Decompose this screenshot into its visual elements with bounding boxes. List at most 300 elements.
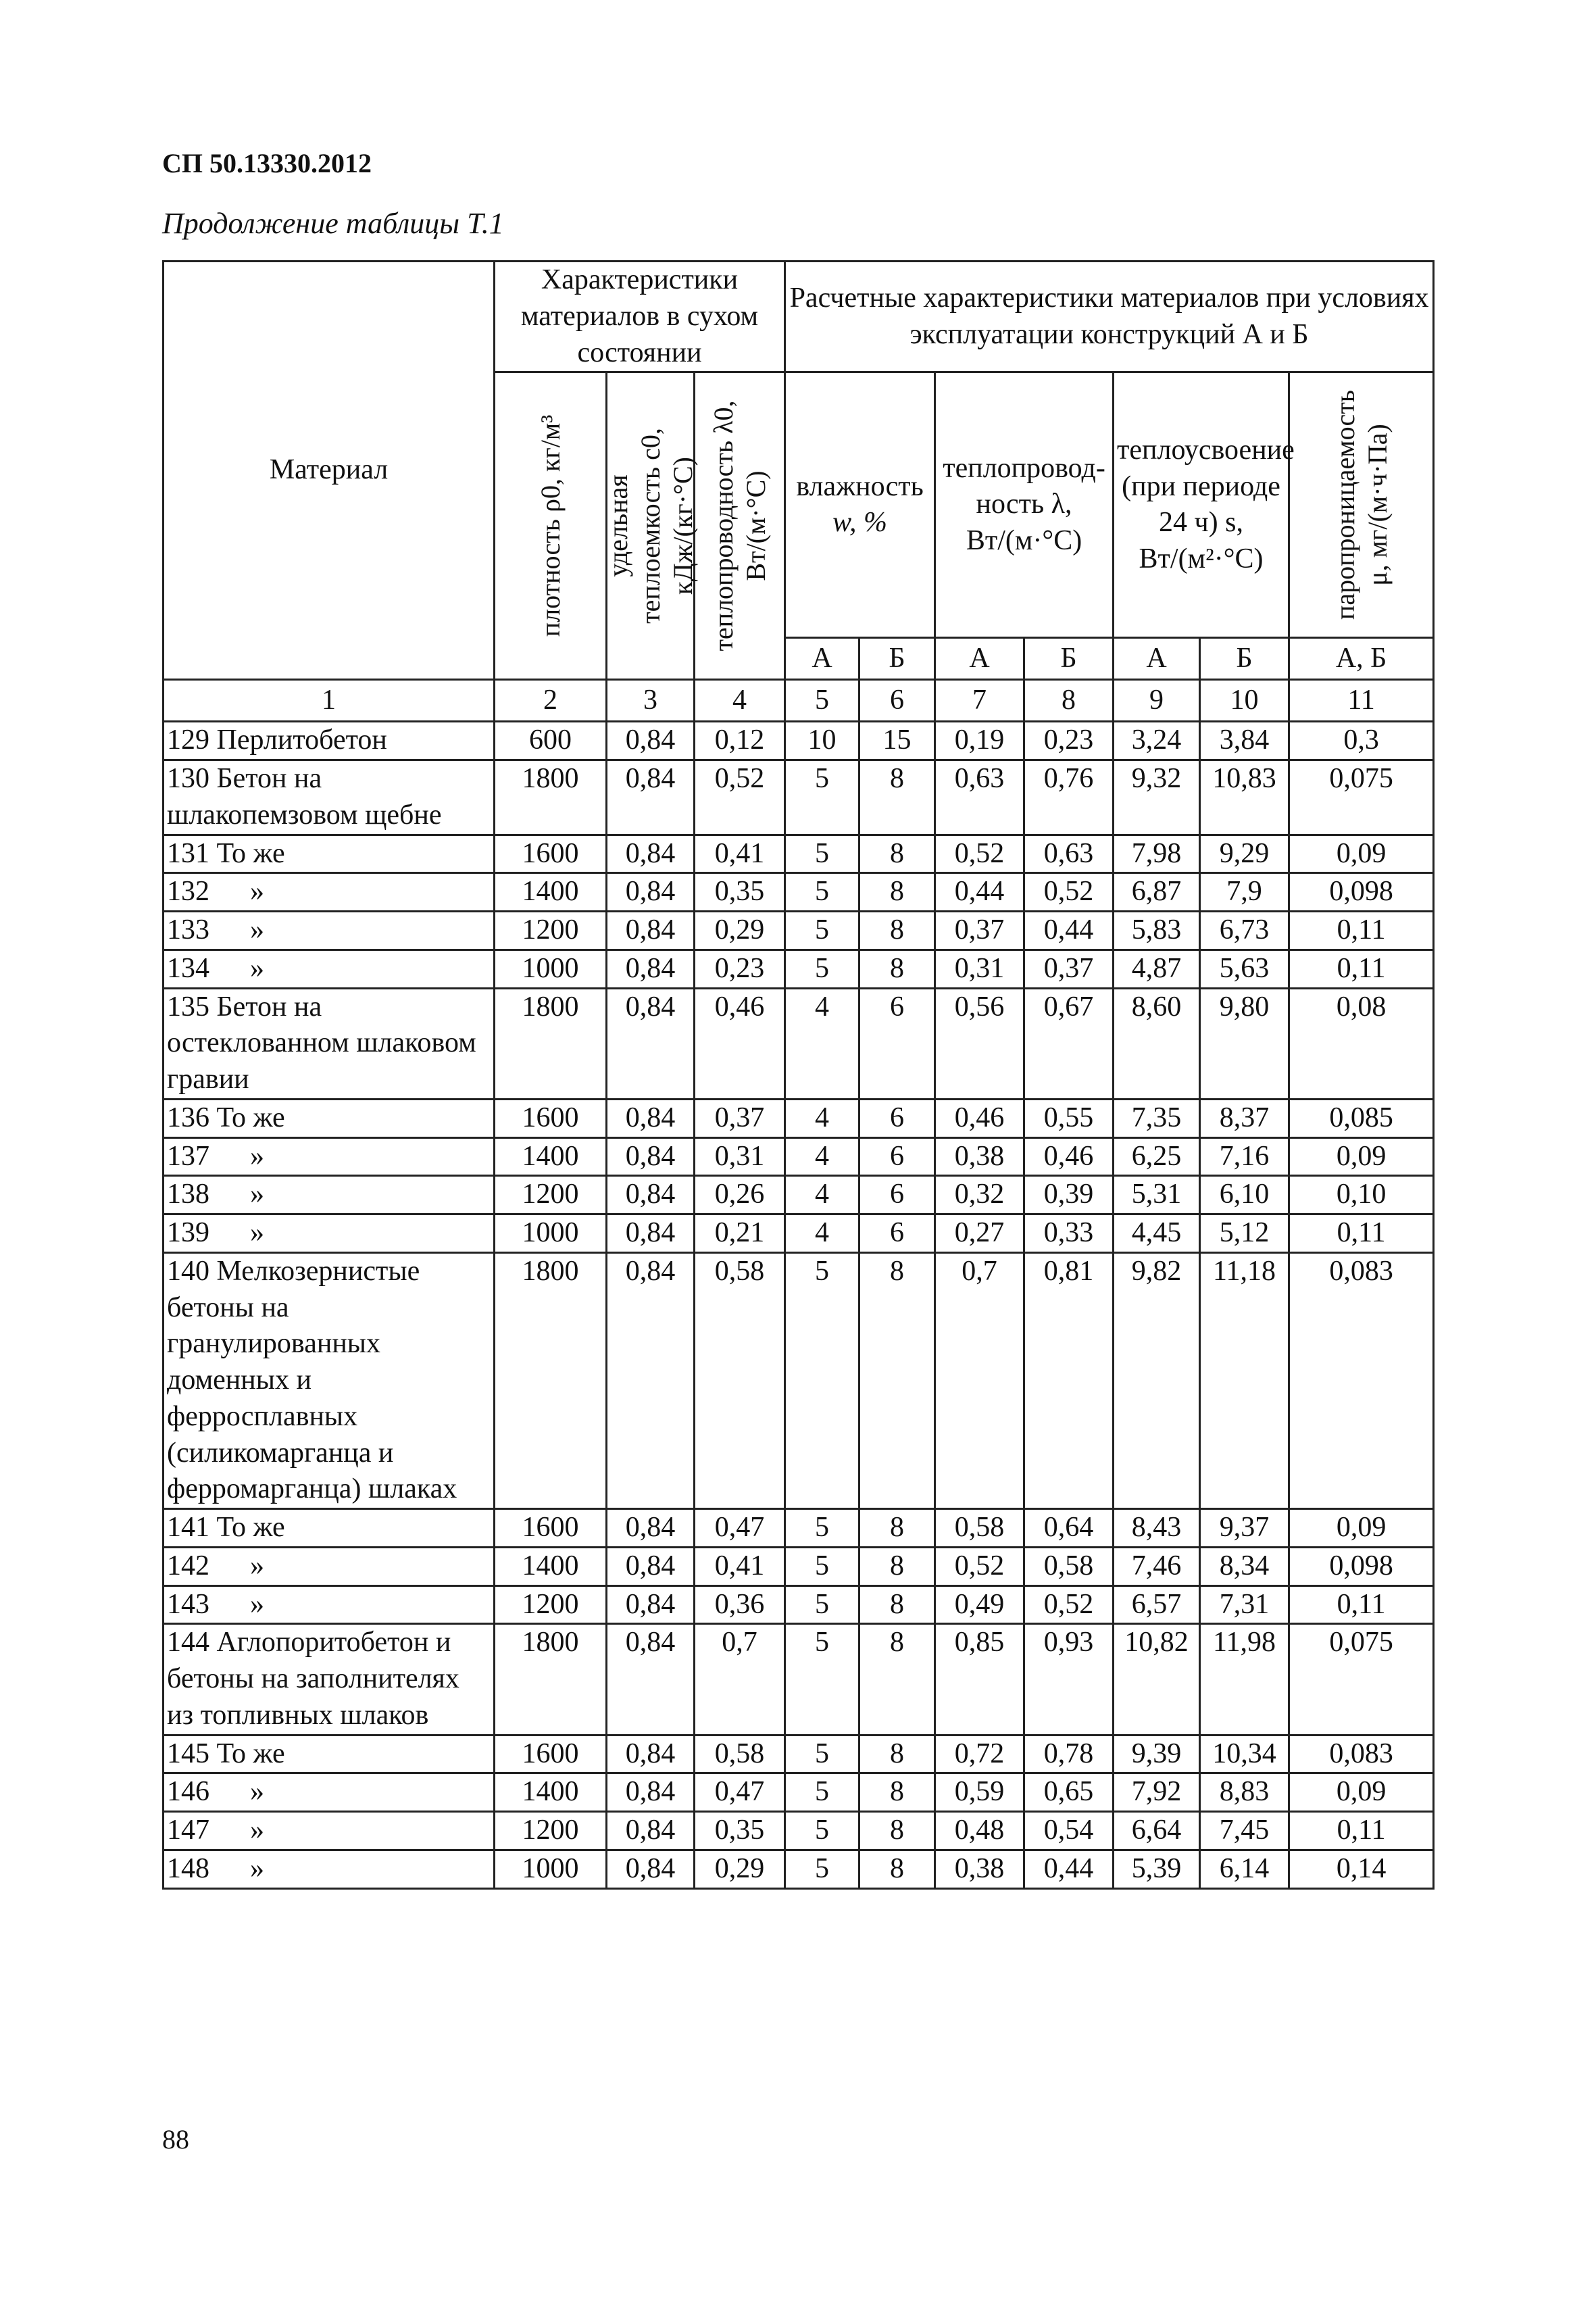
material-name-cell — [164, 1585, 495, 1624]
ditto-mark: » — [250, 952, 264, 984]
value-cell: 3,24 — [1114, 722, 1200, 760]
value-cell: 0,49 — [935, 1585, 1024, 1624]
table-row — [164, 1812, 1434, 1850]
table-row — [164, 1137, 1434, 1176]
column-number: 11 — [1289, 680, 1434, 722]
value-cell: 0,84 — [607, 873, 695, 912]
value-cell: 0,23 — [695, 950, 785, 988]
ditto-mark: » — [250, 1852, 264, 1884]
value-cell: 8 — [859, 912, 935, 950]
value-cell: 1800 — [495, 1624, 607, 1735]
material-name-cell — [164, 1509, 495, 1548]
value-cell: 0,23 — [1024, 722, 1114, 760]
header-dry-characteristics: Характеристики материалов в сухом состоянии — [495, 262, 785, 372]
value-cell: 0,09 — [1289, 1137, 1434, 1176]
value-cell: 0,72 — [935, 1735, 1024, 1773]
table-row — [164, 1624, 1434, 1735]
value-cell: 0,84 — [607, 1850, 695, 1888]
value-cell: 6 — [859, 1137, 935, 1176]
material-name-cell — [164, 1812, 495, 1850]
value-cell: 15 — [859, 722, 935, 760]
value-cell: 7,46 — [1114, 1547, 1200, 1585]
value-cell: 0,54 — [1024, 1812, 1114, 1850]
value-cell: 4 — [785, 1099, 859, 1137]
value-cell: 1400 — [495, 1547, 607, 1585]
value-cell: 1000 — [495, 1850, 607, 1888]
material-name-cell — [164, 950, 495, 988]
value-cell: 8 — [859, 1585, 935, 1624]
ditto-mark: » — [250, 914, 264, 945]
value-cell: 7,9 — [1200, 873, 1289, 912]
table-row — [164, 722, 1434, 760]
table-row — [164, 988, 1434, 1099]
value-cell: 0,58 — [695, 1252, 785, 1508]
value-cell: 0,11 — [1289, 950, 1434, 988]
value-cell: 8 — [859, 873, 935, 912]
value-cell: 0,84 — [607, 1509, 695, 1548]
table-caption: Продолжение таблицы Т.1 — [162, 207, 504, 240]
material-name-cell — [164, 1214, 495, 1253]
material-name: 142 — [167, 1550, 209, 1581]
ditto-mark: » — [250, 1140, 264, 1172]
material-name: 136 То же — [167, 1102, 285, 1133]
value-cell: 5 — [785, 950, 859, 988]
material-name: 148 — [167, 1852, 209, 1884]
value-cell: 0,84 — [607, 1773, 695, 1812]
material-name-cell — [164, 760, 495, 835]
material-name: 137 — [167, 1140, 209, 1172]
value-cell: 0,098 — [1289, 873, 1434, 912]
value-cell: 1400 — [495, 1773, 607, 1812]
material-name: 131 То же — [167, 837, 285, 869]
value-cell: 0,085 — [1289, 1099, 1434, 1137]
value-cell: 8 — [859, 1547, 935, 1585]
header-vapor-permeability: паропроницаемость μ, мг/(м·ч·Па) — [1289, 372, 1434, 638]
material-name: 144 Аглопоритобетон и бетоны на заполнителях из топливных шлаков — [167, 1627, 459, 1731]
column-numbers-row — [164, 680, 1434, 722]
table-row — [164, 1252, 1434, 1508]
value-cell: 0,63 — [1024, 835, 1114, 873]
value-cell: 0,098 — [1289, 1547, 1434, 1585]
value-cell: 5 — [785, 873, 859, 912]
table-row — [164, 1509, 1434, 1548]
value-cell: 8,83 — [1200, 1773, 1289, 1812]
material-name: 139 — [167, 1217, 209, 1248]
value-cell: 0,11 — [1289, 912, 1434, 950]
value-cell: 0,38 — [935, 1137, 1024, 1176]
value-cell: 8,43 — [1114, 1509, 1200, 1548]
value-cell: 0,7 — [695, 1624, 785, 1735]
value-cell: 1600 — [495, 835, 607, 873]
value-cell: 8 — [859, 1773, 935, 1812]
value-cell: 0,44 — [1024, 1850, 1114, 1888]
value-cell: 5 — [785, 1624, 859, 1735]
table-row — [164, 1773, 1434, 1812]
value-cell: 0,27 — [935, 1214, 1024, 1253]
header-density: плотность ρ0, кг/м³ — [495, 372, 607, 680]
value-cell: 5 — [785, 760, 859, 835]
value-cell: 7,92 — [1114, 1773, 1200, 1812]
table-body — [164, 722, 1434, 1888]
value-cell: 8,37 — [1200, 1099, 1289, 1137]
value-cell: 0,44 — [935, 873, 1024, 912]
value-cell: 0,55 — [1024, 1099, 1114, 1137]
material-name-cell — [164, 912, 495, 950]
value-cell: 0,52 — [1024, 873, 1114, 912]
header-heat-capacity: удельная теплоемкость c0, кДж/(кг·°С) — [607, 372, 695, 680]
value-cell: 0,58 — [935, 1509, 1024, 1548]
value-cell: 0,29 — [695, 912, 785, 950]
column-number: 5 — [785, 680, 859, 722]
value-cell: 7,45 — [1200, 1812, 1289, 1850]
value-cell: 7,31 — [1200, 1585, 1289, 1624]
header-conductivity: теплопровод- ность λ, Вт/(м·°С) — [935, 372, 1114, 638]
material-name: 129 Перлитобетон — [167, 724, 387, 756]
value-cell: 10,82 — [1114, 1624, 1200, 1735]
value-cell: 9,39 — [1114, 1735, 1200, 1773]
value-cell: 0,81 — [1024, 1252, 1114, 1508]
value-cell: 7,16 — [1200, 1137, 1289, 1176]
ditto-mark: » — [250, 1588, 264, 1620]
material-name-cell — [164, 1850, 495, 1888]
value-cell: 4 — [785, 1214, 859, 1253]
material-name: 143 — [167, 1588, 209, 1620]
value-cell: 1800 — [495, 988, 607, 1099]
column-number: 2 — [495, 680, 607, 722]
material-name-cell — [164, 1735, 495, 1773]
value-cell: 10,83 — [1200, 760, 1289, 835]
value-cell: 0,083 — [1289, 1252, 1434, 1508]
value-cell: 0,52 — [935, 835, 1024, 873]
header-calc-characteristics: Расчетные характеристики материалов при условиях эксплуатации конструкций А и Б — [785, 262, 1434, 372]
value-cell: 0,38 — [935, 1850, 1024, 1888]
value-cell: 11,98 — [1200, 1624, 1289, 1735]
value-cell: 5 — [785, 1252, 859, 1508]
value-cell: 6,14 — [1200, 1850, 1289, 1888]
value-cell: 7,35 — [1114, 1099, 1200, 1137]
value-cell: 8 — [859, 1252, 935, 1508]
value-cell: 1000 — [495, 1214, 607, 1253]
material-name: 146 — [167, 1776, 209, 1808]
value-cell: 0,84 — [607, 950, 695, 988]
value-cell: 0,84 — [607, 760, 695, 835]
value-cell: 0,29 — [695, 1850, 785, 1888]
value-cell: 5 — [785, 1585, 859, 1624]
table-row — [164, 835, 1434, 873]
ditto-mark: » — [250, 1815, 264, 1846]
value-cell: 5,83 — [1114, 912, 1200, 950]
value-cell: 0,3 — [1289, 722, 1434, 760]
value-cell: 0,11 — [1289, 1214, 1434, 1253]
value-cell: 0,44 — [1024, 912, 1114, 950]
material-name: 145 То же — [167, 1738, 285, 1769]
value-cell: 0,84 — [607, 988, 695, 1099]
table-row — [164, 950, 1434, 988]
value-cell: 5,63 — [1200, 950, 1289, 988]
material-name: 141 То же — [167, 1512, 285, 1543]
value-cell: 0,48 — [935, 1812, 1024, 1850]
value-cell: 8 — [859, 835, 935, 873]
value-cell: 4 — [785, 1137, 859, 1176]
value-cell: 5 — [785, 1773, 859, 1812]
value-cell: 0,41 — [695, 1547, 785, 1585]
value-cell: 10,34 — [1200, 1735, 1289, 1773]
value-cell: 5,39 — [1114, 1850, 1200, 1888]
value-cell: 0,84 — [607, 835, 695, 873]
value-cell: 0,10 — [1289, 1176, 1434, 1214]
value-cell: 1000 — [495, 950, 607, 988]
column-number: 10 — [1200, 680, 1289, 722]
material-name-cell — [164, 1137, 495, 1176]
value-cell: 11,18 — [1200, 1252, 1289, 1508]
value-cell: 9,32 — [1114, 760, 1200, 835]
value-cell: 0,84 — [607, 1812, 695, 1850]
ditto-mark: » — [250, 876, 264, 908]
value-cell: 0,76 — [1024, 760, 1114, 835]
column-number: 8 — [1024, 680, 1114, 722]
material-name: 134 — [167, 952, 209, 984]
value-cell: 0,41 — [695, 835, 785, 873]
subheader-b: Б — [1024, 638, 1114, 680]
value-cell: 5 — [785, 912, 859, 950]
header-material: Материал — [164, 262, 495, 680]
value-cell: 1400 — [495, 873, 607, 912]
value-cell: 8 — [859, 1850, 935, 1888]
value-cell: 6 — [859, 988, 935, 1099]
value-cell: 0,84 — [607, 1137, 695, 1176]
value-cell: 0,39 — [1024, 1176, 1114, 1214]
value-cell: 8,34 — [1200, 1547, 1289, 1585]
value-cell: 0,63 — [935, 760, 1024, 835]
value-cell: 0,58 — [1024, 1547, 1114, 1585]
value-cell: 0,09 — [1289, 835, 1434, 873]
value-cell: 8 — [859, 1624, 935, 1735]
value-cell: 4,87 — [1114, 950, 1200, 988]
value-cell: 0,84 — [607, 1585, 695, 1624]
value-cell: 4 — [785, 988, 859, 1099]
value-cell: 0,56 — [935, 988, 1024, 1099]
value-cell: 6 — [859, 1214, 935, 1253]
value-cell: 0,84 — [607, 1252, 695, 1508]
subheader-ab: А, Б — [1289, 638, 1434, 680]
material-name-cell — [164, 722, 495, 760]
value-cell: 6,87 — [1114, 873, 1200, 912]
value-cell: 0,35 — [695, 873, 785, 912]
value-cell: 0,36 — [695, 1585, 785, 1624]
ditto-mark: » — [250, 1217, 264, 1248]
column-number: 7 — [935, 680, 1024, 722]
table-row — [164, 1099, 1434, 1137]
material-name-cell — [164, 835, 495, 873]
value-cell: 8 — [859, 1812, 935, 1850]
table-row — [164, 1585, 1434, 1624]
material-name: 138 — [167, 1179, 209, 1210]
value-cell: 0,64 — [1024, 1509, 1114, 1548]
value-cell: 0,32 — [935, 1176, 1024, 1214]
value-cell: 0,47 — [695, 1773, 785, 1812]
value-cell: 0,46 — [695, 988, 785, 1099]
value-cell: 0,19 — [935, 722, 1024, 760]
value-cell: 6,25 — [1114, 1137, 1200, 1176]
material-name-cell — [164, 1176, 495, 1214]
ditto-mark: » — [250, 1550, 264, 1581]
material-name: 133 — [167, 914, 209, 945]
value-cell: 0,21 — [695, 1214, 785, 1253]
value-cell: 0,47 — [695, 1509, 785, 1548]
value-cell: 0,84 — [607, 722, 695, 760]
value-cell: 0,52 — [695, 760, 785, 835]
value-cell: 1200 — [495, 1585, 607, 1624]
material-name: 135 Бетон на остеклованном шлаковом гравии — [167, 991, 476, 1095]
value-cell: 0,11 — [1289, 1812, 1434, 1850]
value-cell: 6,73 — [1200, 912, 1289, 950]
ditto-mark: » — [250, 1179, 264, 1210]
value-cell: 0,52 — [1024, 1585, 1114, 1624]
header-humidity: влажность w, % — [785, 372, 935, 638]
value-cell: 8 — [859, 950, 935, 988]
material-name: 132 — [167, 876, 209, 908]
value-cell: 5,31 — [1114, 1176, 1200, 1214]
material-name-cell — [164, 873, 495, 912]
document-code: СП 50.13330.2012 — [162, 148, 372, 178]
value-cell: 0,84 — [607, 1735, 695, 1773]
value-cell: 9,37 — [1200, 1509, 1289, 1548]
value-cell: 0,37 — [1024, 950, 1114, 988]
subheader-a: А — [935, 638, 1024, 680]
value-cell: 8 — [859, 1735, 935, 1773]
value-cell: 0,37 — [695, 1099, 785, 1137]
page-number: 88 — [162, 2124, 189, 2155]
material-name-cell — [164, 1099, 495, 1137]
material-name-cell — [164, 1252, 495, 1508]
column-number: 9 — [1114, 680, 1200, 722]
value-cell: 0,84 — [607, 1624, 695, 1735]
value-cell: 0,84 — [607, 1547, 695, 1585]
header-conductivity-dry: теплопроводность λ0, Вт/(м·°С) — [695, 372, 785, 680]
value-cell: 0,52 — [935, 1547, 1024, 1585]
value-cell: 5 — [785, 1547, 859, 1585]
value-cell: 0,075 — [1289, 1624, 1434, 1735]
value-cell: 0,84 — [607, 1176, 695, 1214]
value-cell: 1200 — [495, 1176, 607, 1214]
value-cell: 0,58 — [695, 1735, 785, 1773]
material-name: 130 Бетон на шлакопемзовом щебне — [167, 763, 442, 831]
value-cell: 0,33 — [1024, 1214, 1114, 1253]
value-cell: 0,93 — [1024, 1624, 1114, 1735]
table-row — [164, 912, 1434, 950]
value-cell: 0,84 — [607, 1214, 695, 1253]
value-cell: 6 — [859, 1176, 935, 1214]
table-row — [164, 760, 1434, 835]
material-name: 140 Мелкозернистые бетоны на гранулированных доменных и ферросплавных (силикомарганца и ферромарганца) шлаках — [167, 1255, 457, 1505]
subheader-a: А — [785, 638, 859, 680]
value-cell: 0,37 — [935, 912, 1024, 950]
value-cell: 0,84 — [607, 1099, 695, 1137]
material-name-cell — [164, 1547, 495, 1585]
value-cell: 0,84 — [607, 912, 695, 950]
table-row — [164, 1547, 1434, 1585]
value-cell: 1800 — [495, 1252, 607, 1508]
table-row — [164, 1850, 1434, 1888]
value-cell: 0,46 — [1024, 1137, 1114, 1176]
column-number: 4 — [695, 680, 785, 722]
value-cell: 5 — [785, 1509, 859, 1548]
value-cell: 0,083 — [1289, 1735, 1434, 1773]
value-cell: 0,08 — [1289, 988, 1434, 1099]
value-cell: 5 — [785, 1850, 859, 1888]
value-cell: 5 — [785, 835, 859, 873]
value-cell: 1600 — [495, 1735, 607, 1773]
value-cell: 4 — [785, 1176, 859, 1214]
value-cell: 0,7 — [935, 1252, 1024, 1508]
value-cell: 600 — [495, 722, 607, 760]
material-name: 147 — [167, 1815, 209, 1846]
subheader-a: А — [1114, 638, 1200, 680]
value-cell: 0,09 — [1289, 1509, 1434, 1548]
value-cell: 0,09 — [1289, 1773, 1434, 1812]
value-cell: 9,82 — [1114, 1252, 1200, 1508]
value-cell: 0,78 — [1024, 1735, 1114, 1773]
column-number: 6 — [859, 680, 935, 722]
value-cell: 6,64 — [1114, 1812, 1200, 1850]
value-cell: 0,12 — [695, 722, 785, 760]
subheader-b: Б — [859, 638, 935, 680]
value-cell: 1600 — [495, 1099, 607, 1137]
value-cell: 0,075 — [1289, 760, 1434, 835]
value-cell: 0,46 — [935, 1099, 1024, 1137]
value-cell: 0,14 — [1289, 1850, 1434, 1888]
value-cell: 0,67 — [1024, 988, 1114, 1099]
value-cell: 5,12 — [1200, 1214, 1289, 1253]
value-cell: 0,31 — [695, 1137, 785, 1176]
table-row — [164, 1176, 1434, 1214]
value-cell: 5 — [785, 1735, 859, 1773]
value-cell: 5 — [785, 1812, 859, 1850]
value-cell: 1600 — [495, 1509, 607, 1548]
value-cell: 0,31 — [935, 950, 1024, 988]
table-row — [164, 873, 1434, 912]
table-row — [164, 1214, 1434, 1253]
value-cell: 1800 — [495, 760, 607, 835]
value-cell: 7,98 — [1114, 835, 1200, 873]
value-cell: 3,84 — [1200, 722, 1289, 760]
value-cell: 0,26 — [695, 1176, 785, 1214]
value-cell: 0,59 — [935, 1773, 1024, 1812]
value-cell: 0,11 — [1289, 1585, 1434, 1624]
value-cell: 1200 — [495, 1812, 607, 1850]
value-cell: 8 — [859, 1509, 935, 1548]
subheader-b: Б — [1200, 638, 1289, 680]
material-name-cell — [164, 1624, 495, 1735]
value-cell: 0,65 — [1024, 1773, 1114, 1812]
value-cell: 6,10 — [1200, 1176, 1289, 1214]
column-number: 1 — [164, 680, 495, 722]
value-cell: 10 — [785, 722, 859, 760]
materials-table — [162, 260, 1435, 1890]
value-cell: 9,29 — [1200, 835, 1289, 873]
value-cell: 0,35 — [695, 1812, 785, 1850]
ditto-mark: » — [250, 1776, 264, 1808]
value-cell: 8 — [859, 760, 935, 835]
value-cell: 1400 — [495, 1137, 607, 1176]
column-number: 3 — [607, 680, 695, 722]
table-row — [164, 1735, 1434, 1773]
value-cell: 6,57 — [1114, 1585, 1200, 1624]
material-name-cell — [164, 988, 495, 1099]
header-heat-absorption: теплоусвоение (при периоде 24 ч) s, Вт/(м²·°С) — [1114, 372, 1289, 638]
value-cell: 4,45 — [1114, 1214, 1200, 1253]
value-cell: 8,60 — [1114, 988, 1200, 1099]
